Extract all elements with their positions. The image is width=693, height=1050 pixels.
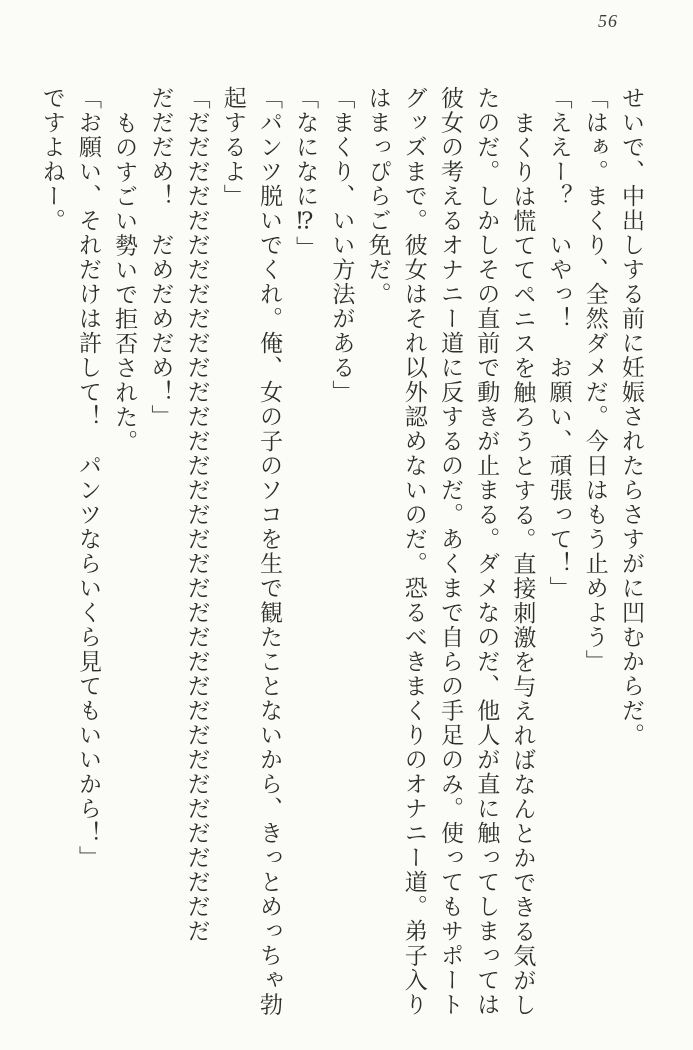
text-column: 「お願い、それだけは許して！ パンツならいくら見てもいいから！」 [75, 86, 101, 870]
text-column: たのだ。しかしその直前で動きが止まる。ダメなのだ、他人が直に触ってしまっては [474, 86, 500, 1017]
text-column: グッズまで。彼女はそれ以外認めないのだ。恐るべきまくりのオナニー道。弟子入り [401, 86, 427, 1017]
text-column: 起するよ」 [220, 86, 246, 209]
text-column: 「パンツ脱いでくれ。俺、女の子のソコを生で観たことないから、きっとめっちゃ勃 [256, 86, 282, 1017]
text-column: だだだめ！ だめだめだめ！」 [148, 86, 174, 429]
text-column: 彼女の考えるオナニー道に反するのだ。あくまで自らの手足のみ。使ってもサポート [437, 86, 463, 1017]
text-column: 「はぁ。まくり、全然ダメだ。今日はもう止めよう」 [582, 86, 608, 674]
vertical-text-block [34, 86, 649, 1038]
text-column: まくりは慌ててペニスを触ろうとする。直接刺激を与えればなんとかできる気がし [510, 110, 536, 1017]
text-column: はまっぴらご免だ。 [365, 86, 391, 307]
text-column: ですよねー。 [39, 86, 65, 233]
text-column: 「まくり、いい方法がある」 [329, 86, 355, 405]
text-column: 「だだだだだだだだだだだだだだだだだだだだだだだだだだだだだだだだだだ [184, 86, 210, 944]
text-column: ものすごい勢いで拒否された。 [112, 110, 138, 454]
text-column: 「なになに⁉」 [293, 86, 319, 261]
page-number: 56 [598, 11, 618, 31]
text-column: せいで、中出しする前に妊娠されたらさすがに凹むからだ。 [619, 86, 644, 748]
text-column: 「ええー？ いやっ！ お願い、頑張って！」 [546, 86, 572, 601]
